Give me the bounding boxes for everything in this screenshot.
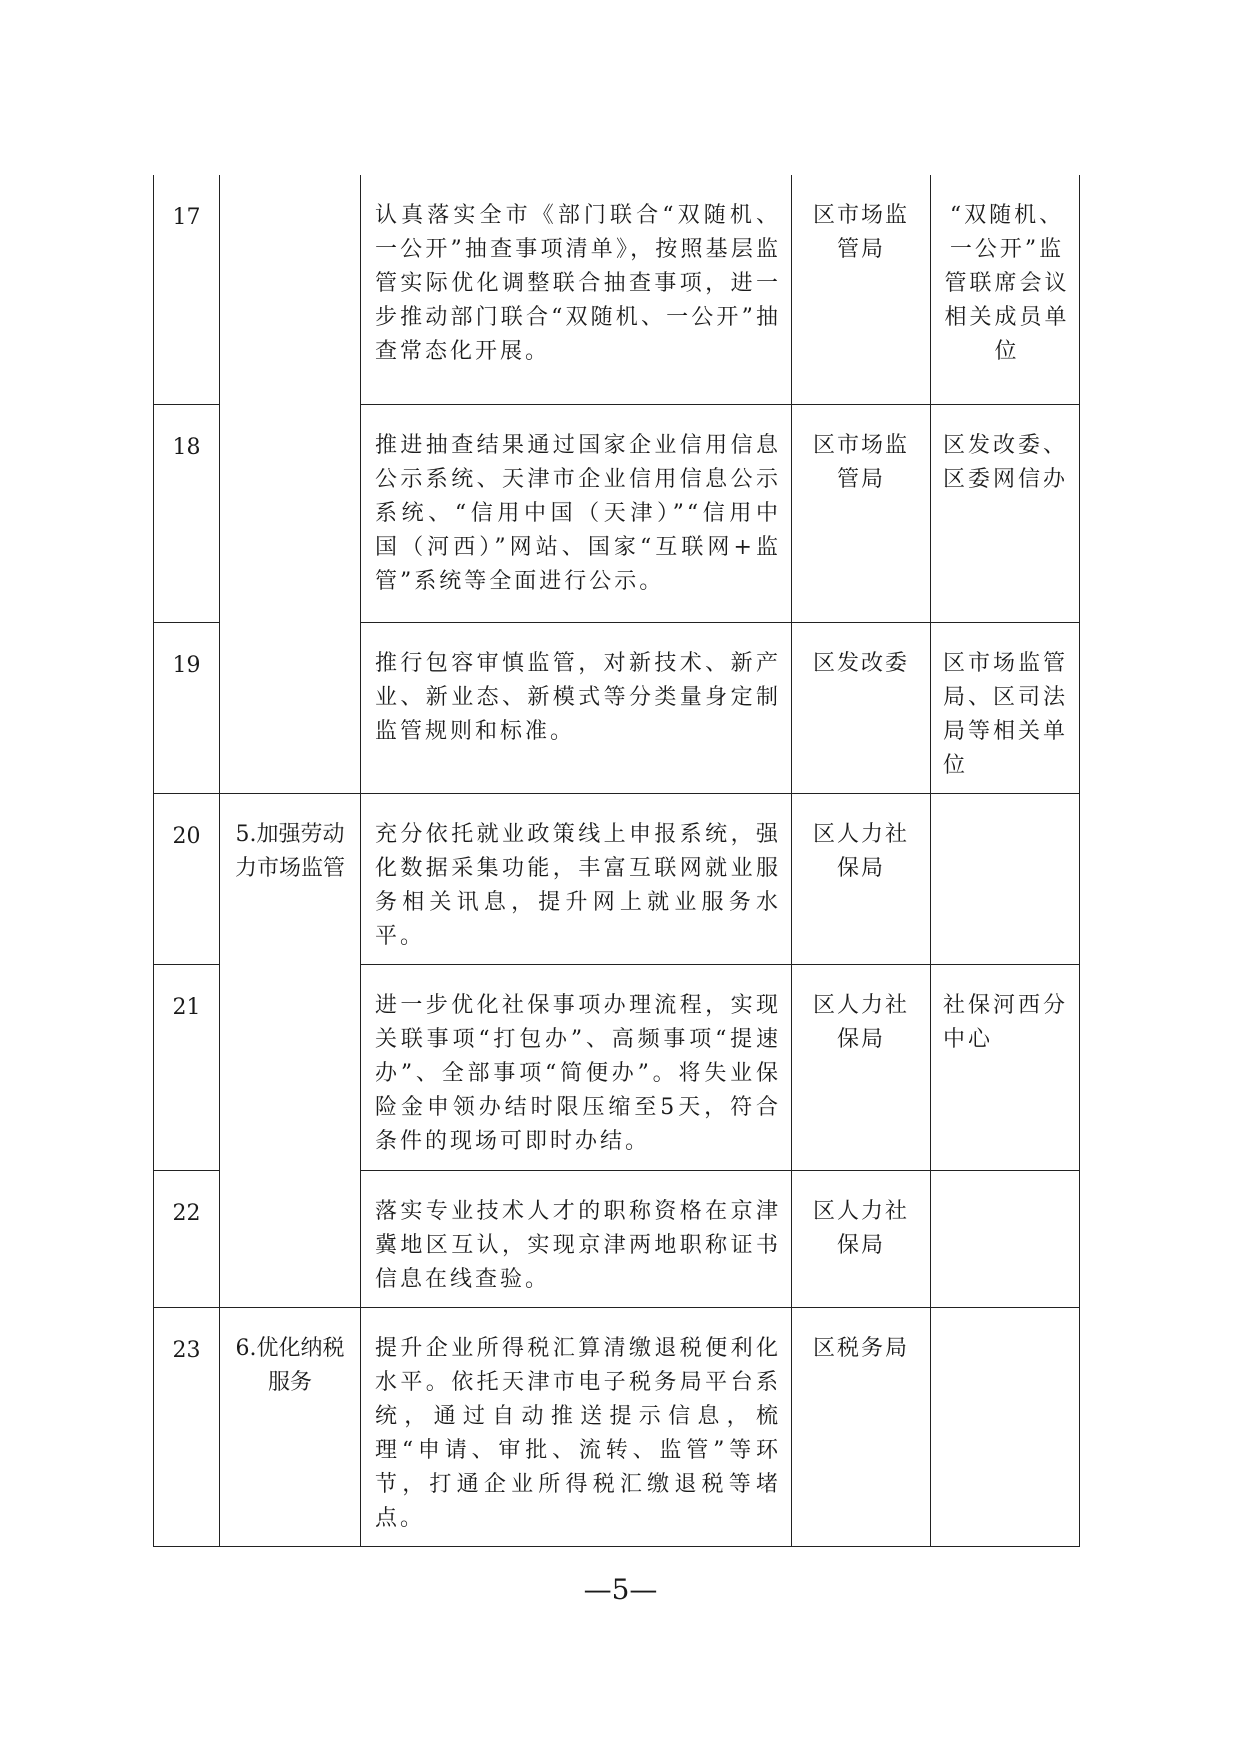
row-number: 20: [154, 793, 220, 964]
task-content: 落实专业技术人才的职称资格在京津冀地区互认，实现京津两地职称证书信息在线查验。: [361, 1170, 792, 1307]
page-number: —5—: [583, 1573, 658, 1606]
task-content: 推行包容审慎监管，对新技术、新产业、新业态、新模式等分类量身定制监管规则和标准。: [361, 622, 792, 793]
table-row: [154, 1307, 1080, 1546]
category-cell: 5.加强劳动力市场监管: [220, 793, 361, 1307]
lead-unit: 区市场监管局: [792, 404, 931, 622]
cooperating-unit: [931, 1170, 1080, 1307]
category-cell: 6.优化纳税服务: [220, 1307, 361, 1546]
cooperating-unit: [931, 1307, 1080, 1546]
task-content: 进一步优化社保事项办理流程，实现关联事项“打包办”、高频事项“提速办”、全部事项“简便办”。将失业保险金申领办结时限压缩至5天，符合条件的现场可即时办结。: [361, 964, 792, 1170]
lead-unit: 区人力社保局: [792, 793, 931, 964]
cooperating-unit: 区发改委、区委网信办: [931, 404, 1080, 622]
cooperating-unit: 社保河西分中心: [931, 964, 1080, 1170]
cooperating-unit: 区市场监管局、区司法局等相关单位: [931, 622, 1080, 793]
row-number: 21: [154, 964, 220, 1170]
lead-unit: 区人力社保局: [792, 1170, 931, 1307]
task-content: 推进抽查结果通过国家企业信用信息公示系统、天津市企业信用信息公示系统、“信用中国（天津）”“信用中国（河西）”网站、国家“互联网+监管”系统等全面进行公示。: [361, 404, 792, 622]
row-number: 19: [154, 622, 220, 793]
task-content: 提升企业所得税汇算清缴退税便利化水平。依托天津市电子税务局平台系统，通过自动推送提示信息，梳理“申请、审批、流转、监管”等环节，打通企业所得税汇缴退税等堵点。: [361, 1307, 792, 1546]
table-row: [154, 175, 1080, 404]
lead-unit: 区发改委: [792, 622, 931, 793]
task-table: [153, 175, 1080, 1547]
category-cell: [220, 175, 361, 793]
lead-unit: 区人力社保局: [792, 964, 931, 1170]
task-content: 充分依托就业政策线上申报系统，强化数据采集功能，丰富互联网就业服务相关讯息，提升网上就业服务水平。: [361, 793, 792, 964]
row-number: 17: [154, 175, 220, 404]
cooperating-unit: [931, 793, 1080, 964]
table-row: [154, 793, 1080, 964]
row-number: 22: [154, 1170, 220, 1307]
row-number: 18: [154, 404, 220, 622]
lead-unit: 区市场监管局: [792, 175, 931, 404]
lead-unit: 区税务局: [792, 1307, 931, 1546]
row-number: 23: [154, 1307, 220, 1546]
cooperating-unit: “双随机、一公开”监管联席会议相关成员单位: [931, 175, 1080, 404]
task-content: 认真落实全市《部门联合“双随机、一公开”抽查事项清单》，按照基层监管实际优化调整联合抽查事项，进一步推动部门联合“双随机、一公开”抽查常态化开展。: [361, 175, 792, 404]
